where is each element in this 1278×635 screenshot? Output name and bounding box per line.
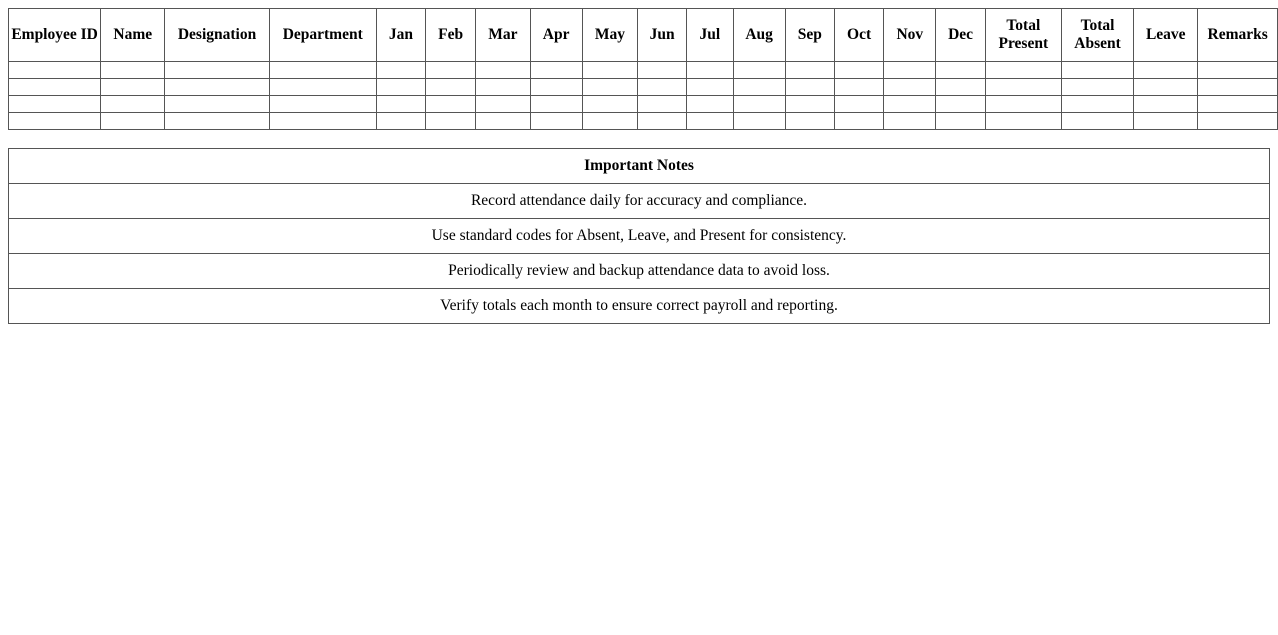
table-cell[interactable] <box>834 96 883 113</box>
table-cell[interactable] <box>165 113 269 130</box>
table-cell[interactable] <box>884 62 936 79</box>
table-cell[interactable] <box>785 96 834 113</box>
notes-title: Important Notes <box>9 149 1270 184</box>
column-header-employee-id <box>9 9 101 62</box>
column-header-department: Department <box>269 9 376 62</box>
table-cell[interactable] <box>936 79 985 96</box>
table-cell[interactable] <box>582 62 637 79</box>
attendance-table-body <box>9 62 1278 130</box>
table-cell[interactable] <box>1061 62 1133 79</box>
table-cell[interactable] <box>476 113 530 130</box>
column-header-label: Total Present <box>998 17 1049 52</box>
table-cell[interactable] <box>1134 113 1198 130</box>
table-cell[interactable] <box>376 113 425 130</box>
table-cell[interactable] <box>376 62 425 79</box>
note-row <box>9 219 1270 254</box>
notes-container <box>8 148 1270 324</box>
table-cell[interactable] <box>687 79 733 96</box>
table-cell[interactable] <box>733 62 785 79</box>
table-cell[interactable] <box>884 113 936 130</box>
column-header-apr: Apr <box>530 9 582 62</box>
note-row <box>9 254 1270 289</box>
column-header-total-absent <box>1061 9 1133 62</box>
attendance-table <box>8 8 1278 130</box>
table-cell[interactable] <box>785 113 834 130</box>
table-cell[interactable] <box>530 96 582 113</box>
table-cell[interactable] <box>426 113 476 130</box>
column-header-jul: Jul <box>687 9 733 62</box>
table-cell[interactable] <box>638 62 687 79</box>
column-header-aug: Aug <box>733 9 785 62</box>
note-item: Periodically review and backup attendance data to avoid loss. <box>9 254 1270 289</box>
table-cell[interactable] <box>936 113 985 130</box>
column-header-nov: Nov <box>884 9 936 62</box>
attendance-table-container <box>8 8 1278 130</box>
table-cell[interactable] <box>1198 79 1278 96</box>
table-row <box>9 62 1278 79</box>
table-cell[interactable] <box>582 96 637 113</box>
table-cell[interactable] <box>101 62 165 79</box>
table-cell[interactable] <box>101 113 165 130</box>
table-row <box>9 96 1278 113</box>
column-header-feb: Feb <box>426 9 476 62</box>
table-cell[interactable] <box>785 62 834 79</box>
column-header-label: Total Absent <box>1074 17 1121 52</box>
table-cell[interactable] <box>1198 62 1278 79</box>
table-cell[interactable] <box>834 79 883 96</box>
table-cell[interactable] <box>785 79 834 96</box>
table-row <box>9 79 1278 96</box>
column-header-total-present <box>985 9 1061 62</box>
column-header-remarks: Remarks <box>1198 9 1278 62</box>
table-cell[interactable] <box>985 62 1061 79</box>
table-cell[interactable] <box>165 62 269 79</box>
table-cell[interactable] <box>376 79 425 96</box>
column-header-label: Employee ID <box>11 26 98 43</box>
table-cell[interactable] <box>1134 62 1198 79</box>
column-header-oct: Oct <box>834 9 883 62</box>
column-header-dec: Dec <box>936 9 985 62</box>
table-cell[interactable] <box>582 113 637 130</box>
column-header-mar: Mar <box>476 9 530 62</box>
table-cell[interactable] <box>269 62 376 79</box>
table-cell[interactable] <box>101 79 165 96</box>
table-cell[interactable] <box>1061 96 1133 113</box>
column-header-leave: Leave <box>1134 9 1198 62</box>
table-cell[interactable] <box>936 96 985 113</box>
table-cell[interactable] <box>269 113 376 130</box>
table-cell[interactable] <box>101 96 165 113</box>
table-row <box>9 113 1278 130</box>
table-cell[interactable] <box>530 62 582 79</box>
table-cell[interactable] <box>165 79 269 96</box>
table-cell[interactable] <box>1061 113 1133 130</box>
column-header-may: May <box>582 9 637 62</box>
table-cell[interactable] <box>733 96 785 113</box>
table-cell[interactable] <box>165 96 269 113</box>
note-item: Record attendance daily for accuracy and compliance. <box>9 184 1270 219</box>
table-cell[interactable] <box>476 62 530 79</box>
table-cell[interactable] <box>376 96 425 113</box>
table-cell[interactable] <box>638 96 687 113</box>
table-cell[interactable] <box>936 62 985 79</box>
table-cell[interactable] <box>733 79 785 96</box>
table-cell[interactable] <box>985 113 1061 130</box>
table-cell[interactable] <box>9 96 101 113</box>
table-cell[interactable] <box>530 113 582 130</box>
table-cell[interactable] <box>426 62 476 79</box>
table-cell[interactable] <box>834 62 883 79</box>
note-row <box>9 289 1270 324</box>
table-cell[interactable] <box>638 113 687 130</box>
table-cell[interactable] <box>687 96 733 113</box>
table-cell[interactable] <box>426 96 476 113</box>
table-cell[interactable] <box>1198 113 1278 130</box>
table-cell[interactable] <box>9 62 101 79</box>
table-cell[interactable] <box>884 79 936 96</box>
note-row <box>9 184 1270 219</box>
table-cell[interactable] <box>582 79 637 96</box>
table-cell[interactable] <box>530 79 582 96</box>
table-cell[interactable] <box>733 113 785 130</box>
table-cell[interactable] <box>476 96 530 113</box>
table-cell[interactable] <box>9 113 101 130</box>
note-item: Use standard codes for Absent, Leave, and Present for consistency. <box>9 219 1270 254</box>
table-cell[interactable] <box>1061 79 1133 96</box>
table-cell[interactable] <box>1134 96 1198 113</box>
notes-table <box>8 148 1270 324</box>
table-cell[interactable] <box>985 96 1061 113</box>
table-cell[interactable] <box>269 79 376 96</box>
table-cell[interactable] <box>269 96 376 113</box>
table-cell[interactable] <box>1134 79 1198 96</box>
table-cell[interactable] <box>687 62 733 79</box>
column-header-sep: Sep <box>785 9 834 62</box>
header-row <box>9 9 1278 62</box>
table-cell[interactable] <box>884 96 936 113</box>
notes-header-row <box>9 149 1270 184</box>
table-cell[interactable] <box>1198 96 1278 113</box>
column-header-designation: Designation <box>165 9 269 62</box>
table-cell[interactable] <box>638 79 687 96</box>
table-cell[interactable] <box>9 79 101 96</box>
table-cell[interactable] <box>426 79 476 96</box>
column-header-name: Name <box>101 9 165 62</box>
note-item: Verify totals each month to ensure correct payroll and reporting. <box>9 289 1270 324</box>
table-cell[interactable] <box>985 79 1061 96</box>
table-cell[interactable] <box>834 113 883 130</box>
column-header-jun: Jun <box>638 9 687 62</box>
table-cell[interactable] <box>687 113 733 130</box>
table-cell[interactable] <box>476 79 530 96</box>
column-header-jan: Jan <box>376 9 425 62</box>
